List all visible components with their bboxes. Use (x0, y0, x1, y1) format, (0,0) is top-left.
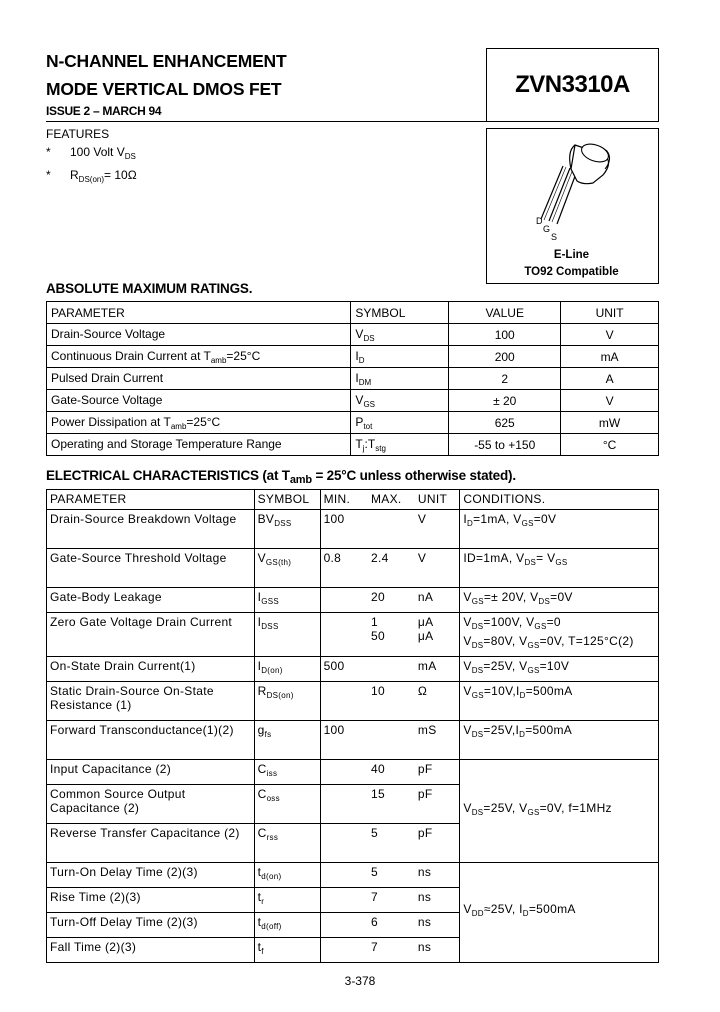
symbol-cell: $I_{D(on)}$ (254, 656, 320, 681)
min-cell (320, 937, 368, 962)
table-header-row (47, 490, 659, 510)
feature-bullet: * (46, 145, 51, 159)
table-header-row (47, 302, 659, 324)
symbol-cell: $t_{d(on)}$ (254, 862, 320, 887)
symbol-cell: $I_{DM}$ (351, 368, 449, 390)
part-number: ZVN3310A (486, 48, 659, 122)
abs-max-table (46, 301, 659, 456)
feature-item (46, 143, 137, 166)
max-cell: 1 50 (368, 612, 415, 656)
feature-item (46, 166, 137, 189)
param-cell: Power Dissipation at $T_{amb}=25^\circ C$ (47, 412, 351, 434)
param-cell: Turn-On Delay Time (2)(3) (47, 862, 255, 887)
symbol-cell: $P_{tot}$ (351, 412, 449, 434)
min-cell (320, 823, 368, 862)
value-cell: ± 20 (449, 390, 561, 412)
param-cell: Pulsed Drain Current (47, 368, 351, 390)
max-cell: 15 (368, 784, 415, 823)
symbol-cell: $t_f$ (254, 937, 320, 962)
table-row (47, 390, 659, 412)
value-cell: 625 (449, 412, 561, 434)
min-cell (320, 912, 368, 937)
elec-heading: ELECTRICAL CHARACTERISTICS (at $T_{amb} = 25^\circ C$ unless otherwise stated). (46, 468, 516, 486)
max-cell (368, 509, 415, 548)
condition-cell: ID=1mA, $V_{DS}= V_{GS}$ (460, 548, 659, 587)
feature-text: 100 Volt $V_{DS}$ (70, 145, 136, 161)
unit-cell: mS (415, 720, 460, 759)
unit-cell: °C (561, 434, 659, 456)
unit-cell: μA μA (415, 612, 460, 656)
symbol-cell: $C_{iss}$ (254, 759, 320, 784)
symbol-cell: $BV_{DSS}$ (254, 509, 320, 548)
condition-cell: $V_{DS}=25V$, $V_{GS}=10V$ (460, 656, 659, 681)
abs-max-heading: ABSOLUTE MAXIMUM RATINGS. (46, 281, 253, 296)
features-heading: FEATURES (46, 127, 110, 141)
value-cell: 100 (449, 324, 561, 346)
unit-cell: ns (415, 862, 460, 887)
max-cell: 7 (368, 887, 415, 912)
min-cell: 100 (320, 509, 368, 548)
unit-cell: mW (561, 412, 659, 434)
param-cell: Drain-Source Voltage (47, 324, 351, 346)
symbol-cell: $V_{GS(th)}$ (254, 548, 320, 587)
max-cell: 10 (368, 681, 415, 720)
title-line-1: N-CHANNEL ENHANCEMENT (46, 51, 287, 71)
unit-cell: ns (415, 937, 460, 962)
table-row (47, 434, 659, 456)
max-cell (368, 656, 415, 681)
value-cell: -55 to +150 (449, 434, 561, 456)
symbol-cell: $t_{d(off)}$ (254, 912, 320, 937)
symbol-cell: $I_{DSS}$ (254, 612, 320, 656)
symbol-cell: $t_r$ (254, 887, 320, 912)
condition-cell: $V_{GS}=\pm 20V$, $V_{DS}=0V$ (460, 587, 659, 612)
min-cell (320, 612, 368, 656)
table-row (47, 368, 659, 390)
param-cell: Fall Time (2)(3) (47, 937, 255, 962)
table-row (47, 346, 659, 368)
table-row (47, 412, 659, 434)
col-header: UNIT (415, 490, 460, 510)
unit-cell: pF (415, 784, 460, 823)
pin-d-label: D (536, 216, 543, 226)
col-header: SYMBOL (254, 490, 320, 510)
unit-cell: mA (415, 656, 460, 681)
param-cell: Continuous Drain Current at $T_{amb}=25^\circ C$ (47, 346, 351, 368)
min-cell (320, 587, 368, 612)
condition-cell: $V_{DS}=100V$, $V_{GS}=0$ $V_{DS}=80V$, $V_{GS}=0V$, T=125°C(2) (460, 612, 659, 656)
features-block (46, 125, 137, 189)
param-cell: Drain-Source Breakdown Voltage (47, 509, 255, 548)
table-row (47, 656, 659, 681)
param-cell: Gate-Source Voltage (47, 390, 351, 412)
feature-bullet: * (46, 168, 51, 182)
table-row (47, 720, 659, 759)
param-cell: Rise Time (2)(3) (47, 887, 255, 912)
condition-cell: $V_{DD}\approx 25V$, $I_D=500mA$ (460, 862, 659, 962)
unit-cell: Ω (415, 681, 460, 720)
symbol-cell: $I_D$ (351, 346, 449, 368)
condition-cell: $V_{DS}=25V,I_D=500mA$ (460, 720, 659, 759)
symbol-cell: $T_j:T_{stg}$ (351, 434, 449, 456)
symbol-cell: $V_{DS}$ (351, 324, 449, 346)
min-cell (320, 887, 368, 912)
page-number: 3-378 (344, 974, 376, 988)
value-cell: 2 (449, 368, 561, 390)
pin-s-label: S (551, 232, 558, 242)
col-header: MIN. (320, 490, 368, 510)
unit-cell: V (561, 390, 659, 412)
min-cell: 500 (320, 656, 368, 681)
table-row (47, 587, 659, 612)
param-cell: Forward Transconductance(1)(2) (47, 720, 255, 759)
unit-cell: V (415, 509, 460, 548)
param-cell: Zero Gate Voltage Drain Current (47, 612, 255, 656)
max-cell: 6 (368, 912, 415, 937)
max-cell: 7 (368, 937, 415, 962)
col-header: SYMBOL (351, 302, 449, 324)
max-cell: 20 (368, 587, 415, 612)
param-cell: Common Source Output Capacitance (2) (47, 784, 255, 823)
unit-cell: ns (415, 912, 460, 937)
min-cell (320, 681, 368, 720)
unit-cell: ns (415, 887, 460, 912)
unit-cell: mA (561, 346, 659, 368)
unit-cell: A (561, 368, 659, 390)
max-cell: 5 (368, 823, 415, 862)
condition-cell: $I_D=1mA$, $V_{GS}=0V$ (460, 509, 659, 548)
symbol-cell: $I_{GSS}$ (254, 587, 320, 612)
col-header: PARAMETER (47, 490, 255, 510)
param-cell: Reverse Transfer Capacitance (2) (47, 823, 255, 862)
col-header: CONDITIONS. (460, 490, 659, 510)
package-name: E-Line (553, 249, 590, 261)
table-row (47, 681, 659, 720)
table-row (47, 612, 659, 656)
param-cell: On-State Drain Current(1) (47, 656, 255, 681)
param-cell: Gate-Source Threshold Voltage (47, 548, 255, 587)
feature-text: $R_{DS(on)}= 10\Omega$ (70, 168, 137, 184)
package-compat: TO92 Compatible (524, 266, 619, 278)
param-cell: Gate-Body Leakage (47, 587, 255, 612)
symbol-cell: $C_{rss}$ (254, 823, 320, 862)
title-line-2: MODE VERTICAL DMOS FET (46, 79, 282, 99)
max-cell (368, 720, 415, 759)
min-cell: 0.8 (320, 548, 368, 587)
symbol-cell: $V_{GS}$ (351, 390, 449, 412)
min-cell (320, 862, 368, 887)
table-row (47, 509, 659, 548)
param-cell: Operating and Storage Temperature Range (47, 434, 351, 456)
max-cell: 2.4 (368, 548, 415, 587)
unit-cell: pF (415, 759, 460, 784)
condition-cell: $V_{DS}=25V$, $V_{GS}=0V$, f=1MHz (460, 759, 659, 862)
issue-label: ISSUE 2 – MARCH 94 (46, 104, 162, 118)
col-header: PARAMETER (47, 302, 351, 324)
min-cell (320, 784, 368, 823)
elec-table (46, 489, 659, 963)
param-cell: Input Capacitance (2) (47, 759, 255, 784)
col-header: UNIT (561, 302, 659, 324)
pin-g-label: G (543, 224, 551, 234)
min-cell: 100 (320, 720, 368, 759)
col-header: MAX. (368, 490, 415, 510)
symbol-cell: $C_{oss}$ (254, 784, 320, 823)
value-cell: 200 (449, 346, 561, 368)
symbol-cell: $R_{DS(on)}$ (254, 681, 320, 720)
col-header: VALUE (449, 302, 561, 324)
unit-cell: V (415, 548, 460, 587)
max-cell: 5 (368, 862, 415, 887)
min-cell (320, 759, 368, 784)
param-cell: Turn-Off Delay Time (2)(3) (47, 912, 255, 937)
max-cell: 40 (368, 759, 415, 784)
table-row (47, 862, 659, 887)
unit-cell: nA (415, 587, 460, 612)
unit-cell: V (561, 324, 659, 346)
table-row (47, 324, 659, 346)
unit-cell: pF (415, 823, 460, 862)
condition-cell: $V_{GS}=10V,I_D=500mA$ (460, 681, 659, 720)
table-row (47, 548, 659, 587)
param-cell: Static Drain-Source On-State Resistance (1) (47, 681, 255, 720)
table-row (47, 759, 659, 784)
symbol-cell: $g_{fs}$ (254, 720, 320, 759)
